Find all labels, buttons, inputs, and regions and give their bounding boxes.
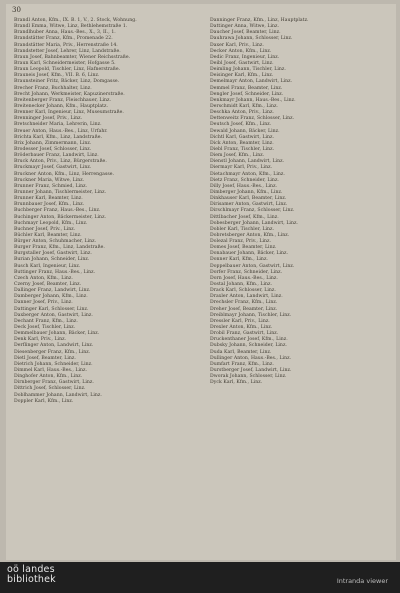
directory-entry: Dolezal Franz, Priv., Linz. <box>210 239 272 245</box>
directory-entry: Duda Karl, Beamter, Linz. <box>210 349 272 355</box>
directory-entry: Braun Karl, Schneidermeister, Hofgasse 5. <box>14 60 116 66</box>
directory-entry: Dreher Josef, Beamter, Linz. <box>210 306 278 312</box>
logo-line-2: bibliothek <box>7 574 56 585</box>
directory-entry: Daxberger Anton, Gastwirt, Linz. <box>14 312 93 318</box>
directory-entry: Dilly Josef, Haus.-Bes., Linz. <box>210 183 278 189</box>
directory-entry: Doppler Karl, Kfm., Linz. <box>14 398 74 404</box>
directory-entry: Diesenberger Franz, Kfm., Linz. <box>14 349 91 355</box>
directory-entry: Doppelbauer Anton, Gastwirt, Linz. <box>210 263 295 269</box>
directory-entry: Dworak Johann, Schlosser, Linz. <box>210 374 287 380</box>
directory-entry: Dorfer Franz, Schneider, Linz. <box>210 269 283 275</box>
directory-entry: Dietl Josef, Beamter, Linz. <box>14 355 76 361</box>
directory-entry: Czerny Josef, Beamter, Linz. <box>14 282 82 288</box>
directory-entry: Dostal Johann, Kfm., Linz. <box>210 282 272 288</box>
directory-entry: Buchner Josef, Priv., Linz. <box>14 226 76 232</box>
directory-entry: Buchmayr Leopold, Kfm., Linz. <box>14 220 88 226</box>
directory-entry: Dietz Franz, Schneider, Linz. <box>210 177 279 183</box>
directory-entry: Dirnberger Franz, Gastwirt, Linz. <box>14 380 94 386</box>
directory-entry: Demmel Franz, Beamter, Linz. <box>210 85 283 91</box>
directory-entry: Dobler Karl, Tischler, Linz. <box>210 226 274 232</box>
directory-entry: Brunner Karl, Beamter, Linz. <box>14 196 83 202</box>
directory-entry: Brecher Franz, Buchhalter, Linz. <box>14 85 92 91</box>
directory-entry: Brandstetter Josef, Lehrer, Linz, Landstraße. <box>14 48 121 54</box>
library-logo[interactable] <box>7 565 56 585</box>
directory-entry: Donner Karl, Kfm., Linz. <box>210 257 268 263</box>
directory-entry: Buttinger Franz, Haus.-Bes., Linz. <box>14 269 96 275</box>
directory-entry: Dirisamer Anton, Gastwirt, Linz. <box>210 202 288 208</box>
directory-entry: Diermayr Karl, Priv., Linz. <box>210 165 273 171</box>
directory-entry: Dorn Josef, Haus.-Bes., Linz. <box>210 275 278 281</box>
directory-entry: Dittlbacher Josef, Kfm., Linz. <box>210 214 279 220</box>
directory-entry: Bürger Anton, Schuhmacher, Linz. <box>14 239 97 245</box>
directory-entry: Danner Josef, Priv., Linz. <box>14 300 73 306</box>
directory-entry: Druckenthaner Josef, Kfm., Linz. <box>210 337 288 343</box>
directory-entry: Damberger Johann, Kfm., Linz. <box>14 294 88 300</box>
directory-entry: Dimmel Karl, Haus.-Bes., Linz. <box>14 368 88 374</box>
directory-entry: Deimling Johann, Tischler, Linz. <box>210 67 286 73</box>
directory-entry: Doblhammer Johann, Landwirt, Linz. <box>14 392 102 398</box>
directory-entry: Dimberger Johann, Kfm., Linz. <box>210 189 283 195</box>
directory-entry: Drexler Anton, Kfm., Linz. <box>210 325 273 331</box>
directory-entry: Diem Josef, Kfm., Linz. <box>210 153 265 159</box>
directory-entry: Derschmidt Karl, Kfm., Linz. <box>210 103 278 109</box>
directory-entry: Burgstaller Josef, Gastwirt, Linz. <box>14 251 92 257</box>
directory-entry: Brandstätter Maria, Priv., Herrenstraße 14. <box>14 42 118 48</box>
directory-entry: Danninger Franz, Kfm., Linz, Hauptplatz. <box>210 18 309 23</box>
viewer-label[interactable]: Intranda viewer <box>336 577 388 585</box>
directory-entry: Dattinger Anna, Witwe, Linz. <box>210 24 280 30</box>
directory-entry: Breitenberger Franz, Fleischhauer, Linz. <box>14 97 111 103</box>
directory-entry: Dietachmayr Anton, Kfm., Linz. <box>210 171 285 177</box>
directory-entry: Brandl Anton, Kfm., IX. B. 1, V., 2. Stock, Wohnung. <box>14 18 137 23</box>
directory-entry: Dobesberger Johann, Landwirt, Linz. <box>210 220 298 226</box>
directory-entry: Dinghofer Anton, Kfm., Linz. <box>14 374 83 380</box>
directory-entry: Dyck Karl, Kfm., Linz. <box>210 380 263 386</box>
directory-entry: Burger Franz, Kfm., Linz, Landstraße. <box>14 245 105 251</box>
directory-entry: Bruckner Anton, Kfm., Linz, Herrengasse. <box>14 171 115 177</box>
directory-entry: Dumfart Franz, Kfm., Linz. <box>210 361 274 367</box>
directory-entry: Dreiblmayr Johann, Tischler, Linz. <box>210 312 292 318</box>
directory-entry: Burian Johann, Schneider, Linz. <box>14 257 90 263</box>
directory-entry: Brenninger Josef, Priv., Linz. <box>14 116 83 122</box>
directory-entry: Diebl Franz, Tischler, Linz. <box>210 146 275 152</box>
directory-entry: Braun Leopold, Tischler, Linz, Hafnerstraße. <box>14 67 121 73</box>
directory-entry: Braun Josef, Bahnbeamter, Wiener Reichsstraße. <box>14 54 131 60</box>
directory-entry: Dobretsberger Anton, Kfm., Linz. <box>210 232 290 238</box>
directory-entry: Brix Johann, Zimmermann, Linz. <box>14 140 92 146</box>
directory-entry: Brunner Johann, Tischlermeister, Linz. <box>14 189 107 195</box>
directory-entry: Dewald Johann, Bäcker, Linz. <box>210 128 280 134</box>
directory-entry: Demmelbauer Johann, Bäcker, Linz. <box>14 331 100 337</box>
directory-entry: Dirschlmayr Franz, Schlosser, Linz. <box>210 208 295 214</box>
directory-entry: Demelmayr Anton, Landwirt, Linz. <box>210 79 293 85</box>
directory-entry: Brichta Karl, Kfm., Linz, Landstraße. <box>14 134 102 140</box>
directory-entry: Bruckmayr Josef, Gastwirt, Linz. <box>14 165 92 171</box>
directory-entry: Dienstl Johann, Landwirt, Linz. <box>210 159 285 165</box>
directory-entry: Bruck Anton, Priv., Linz, Bürgerstraße. <box>14 159 107 165</box>
directory-entry: Dittrich Josef, Schlosser, Linz. <box>14 386 86 392</box>
directory-entry: Drobil Franz, Gastwirt, Linz. <box>210 331 279 337</box>
directory-entry: Decker Anton, Kfm., Linz. <box>210 48 272 54</box>
directory-entry: Deisinger Karl, Kfm., Linz. <box>210 73 274 79</box>
directory-entry: Dietrich Johann, Schneider, Linz. <box>14 361 93 367</box>
directory-entry: Deck Josef, Tischler, Linz. <box>14 325 76 331</box>
directory-entry: Daucher Josef, Beamter, Linz. <box>210 30 281 36</box>
directory-entry: Dechant Franz, Kfm., Linz. <box>14 318 78 324</box>
right-column <box>210 18 390 386</box>
directory-entry: Büchler Karl, Beamter, Linz. <box>14 232 82 238</box>
directory-page <box>6 4 396 560</box>
directory-entry: Buchberger Franz, Haus.-Bes., Linz. <box>14 208 101 214</box>
directory-entry: Brunnbauer Josef, Kfm., Linz. <box>14 202 85 208</box>
directory-entry: Deschka Anton, Priv., Linz. <box>210 110 274 116</box>
directory-entry: Brodesser Josef, Schlosser, Linz. <box>14 146 92 152</box>
directory-entry: Brunner Franz, Schmied, Linz. <box>14 183 88 189</box>
directory-entry: Bröderbauer Franz, Landwirt, Linz. <box>14 153 99 159</box>
directory-entry: Dick Anton, Beamter, Linz. <box>210 140 274 146</box>
directory-entry: Dauhrawa Johann, Schlosser, Linz. <box>210 36 293 42</box>
directory-entry: Drechsler Franz, Kfm., Linz. <box>210 300 278 306</box>
directory-entry: Dallinger Franz, Landwirt, Linz. <box>14 288 91 294</box>
directory-entry: Braunsteiner Fritz, Bäcker, Linz, Domgasse. <box>14 79 120 85</box>
directory-entry: Dubsky Johann, Schneider, Linz. <box>210 343 287 349</box>
directory-entry: Derflinger Anton, Landwirt, Linz. <box>14 343 94 349</box>
directory-entry: Denkmayr Johann, Haus.-Bes., Linz. <box>210 97 296 103</box>
directory-entry: Breuer Anton, Haus.-Bes., Linz, Urfahr. <box>14 128 108 134</box>
logo-line-1: oö landes <box>7 564 55 575</box>
directory-entry: Brandstätter Franz, Kfm., Promenade 22. <box>14 36 113 42</box>
directory-entry: Domes Josef, Beamter, Linz. <box>210 245 277 251</box>
directory-entry: Dettenweitz Franz, Schlosser, Linz. <box>210 116 295 122</box>
directory-entry: Brauneis Josef, Kfm., VII. B. 6, Linz. <box>14 73 100 79</box>
directory-entry: Buchinger Anton, Bäckermeister, Linz. <box>14 214 107 220</box>
directory-entry: Dengler Josef, Schneider, Linz. <box>210 91 284 97</box>
page-number: 30 <box>12 6 21 14</box>
directory-entry: Brenner Karl, Ingenieur, Linz, Museumstraße. <box>14 110 124 116</box>
directory-entry: Czech Anton, Kfm., Linz. <box>14 275 73 281</box>
directory-entry: Deibl Josef, Gastwirt, Linz. <box>210 60 274 66</box>
directory-entry: Dedic Franz, Ingenieur, Linz. <box>210 54 280 60</box>
directory-entry: Dattinger Karl, Schlosser, Linz. <box>14 306 89 312</box>
directory-entry: Dinkhauser Karl, Beamter, Linz. <box>210 196 287 202</box>
directory-entry: Drack Karl, Schlosser, Linz. <box>210 288 276 294</box>
directory-entry: Durstberger Josef, Landwirt, Linz. <box>210 368 292 374</box>
directory-entry: Donabauer Johann, Bäcker, Linz. <box>210 251 289 257</box>
directory-entry: Draxler Anton, Landwirt, Linz. <box>210 294 283 300</box>
directory-entry: Deutsch Josef, Kfm., Linz. <box>210 122 272 128</box>
directory-entry: Daxer Karl, Priv., Linz. <box>210 42 264 48</box>
directory-entry: Brecht Johann, Werkmeister, Kapuzinerstraße. <box>14 91 125 97</box>
directory-entry: Dullinger Anton, Haus.-Bes., Linz. <box>210 355 292 361</box>
directory-entry: Breitenecker Johann, Kfm., Hauptplatz. <box>14 103 109 109</box>
directory-entry: Bruckner Maria, Witwe, Linz. <box>14 177 85 183</box>
left-column <box>14 18 194 405</box>
directory-entry: Denk Karl, Priv., Linz. <box>14 337 67 343</box>
directory-entry: Brandl Emma, Witwe, Linz, Bethlehemstraße 1. <box>14 24 128 30</box>
directory-entry: Bretschneider Maria, Lehrerin, Linz. <box>14 122 102 128</box>
directory-entry: Brandlhuber Anna, Haus.-Bes., X., 3, II., 1. <box>14 30 116 36</box>
directory-entry: Dichtl Karl, Gastwirt, Linz. <box>210 134 274 140</box>
directory-entry: Dressler Karl, Priv., Linz. <box>210 318 270 324</box>
directory-entry: Busch Karl, Ingenieur, Linz. <box>14 263 81 269</box>
